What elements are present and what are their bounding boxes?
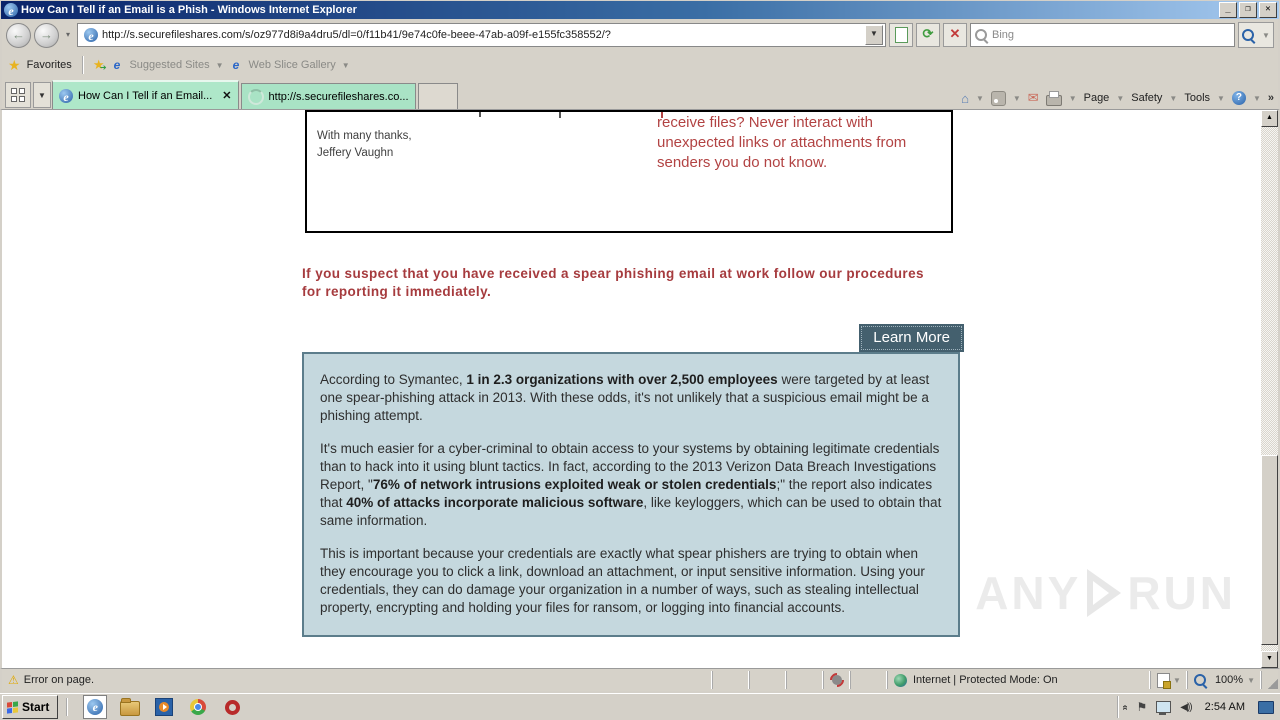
action-center-flag-icon[interactable]: ⚑ bbox=[1136, 700, 1148, 714]
email-signature: With many thanks, Jeffery Vaughn bbox=[317, 130, 412, 159]
safety-menu[interactable]: Safety bbox=[1131, 92, 1163, 104]
search-options-dropdown[interactable]: ▼ bbox=[1262, 30, 1270, 40]
suggested-sites-link[interactable]: Suggested Sites bbox=[129, 59, 210, 71]
restore-button[interactable]: ❐ bbox=[1239, 2, 1257, 18]
inprivate-blocked-pane bbox=[824, 671, 851, 689]
search-go-button[interactable] bbox=[1238, 22, 1274, 48]
stats-paragraph-2: It's much easier for a cyber-criminal to obtain access to your systems by obtaining legitimate credentials than to hack into it using blunt tactics. In fact, according to the 2013 Verizon Data Breach Investigations Report, "76% of network intrusions exploited weak or stolen credentials;" the report also indicates that 40% of attacks incorporate malicious software, like keyloggers, which can be used to obtain that same information. bbox=[320, 441, 942, 528]
zoom-level: 100% bbox=[1214, 674, 1244, 686]
help-button[interactable]: ? bbox=[1232, 91, 1246, 105]
stop-button[interactable]: ✕ bbox=[943, 23, 967, 47]
vertical-scrollbar[interactable] bbox=[1261, 110, 1278, 668]
compatibility-view-button[interactable] bbox=[889, 23, 913, 47]
opera-icon bbox=[225, 700, 240, 715]
network-icon[interactable] bbox=[1156, 701, 1171, 713]
stats-paragraph-1: According to Symantec, 1 in 2.3 organizations with over 2,500 employees were targeted by at least one spear-phishing attack in 2013. With these odds, it's not unlikely that a suspicious email might be a phishing attempt. bbox=[320, 372, 930, 423]
taskbar-ie-button[interactable] bbox=[83, 695, 107, 719]
media-player-icon bbox=[155, 698, 173, 716]
clipped-text-mark bbox=[479, 111, 481, 117]
scroll-up-button[interactable]: ▲ bbox=[1261, 110, 1278, 127]
tab-favicon-icon: e bbox=[59, 89, 73, 103]
volume-icon[interactable]: ◀)) bbox=[1180, 701, 1192, 713]
favorites-button[interactable]: Favorites bbox=[26, 59, 72, 71]
tab-bar bbox=[0, 79, 1280, 110]
email-example-box bbox=[305, 110, 953, 233]
web-page bbox=[302, 110, 964, 637]
read-mail-button[interactable]: ✉ bbox=[1027, 90, 1039, 105]
tab-loading[interactable] bbox=[241, 83, 416, 109]
minimize-button[interactable]: _ bbox=[1219, 2, 1237, 18]
security-zone-pane bbox=[888, 671, 1151, 689]
address-dropdown[interactable]: ▼ bbox=[865, 25, 883, 45]
tab-list-dropdown[interactable]: ▼ bbox=[33, 82, 51, 108]
quick-launch bbox=[83, 695, 243, 719]
taskbar-media-button[interactable] bbox=[153, 696, 175, 718]
favorites-star-icon: ★ bbox=[8, 56, 21, 73]
folder-icon bbox=[120, 701, 140, 716]
search-input[interactable] bbox=[970, 23, 1235, 47]
loading-spinner-icon bbox=[248, 89, 264, 105]
clipped-text-mark bbox=[559, 111, 561, 118]
suggested-sites-icon: e bbox=[113, 57, 121, 72]
chrome-icon bbox=[190, 699, 206, 715]
recent-pages-dropdown[interactable]: ▾ bbox=[65, 30, 70, 39]
search-placeholder: Bing bbox=[992, 29, 1015, 41]
taskbar-explorer-button[interactable] bbox=[119, 696, 141, 718]
taskbar-opera-button[interactable] bbox=[221, 696, 243, 718]
error-warning-icon: ⚠ bbox=[8, 673, 19, 687]
start-button[interactable]: Start bbox=[2, 695, 58, 719]
status-message: Error on page. bbox=[23, 674, 95, 686]
anyrun-watermark bbox=[975, 566, 1236, 620]
back-button[interactable]: ← bbox=[6, 23, 31, 48]
status-pane-empty bbox=[713, 671, 750, 689]
learn-more-button[interactable]: Learn More bbox=[859, 324, 964, 352]
address-field[interactable] bbox=[77, 23, 886, 47]
watermark-any: ANY bbox=[975, 567, 1082, 619]
web-slice-dropdown[interactable]: ▼ bbox=[341, 60, 350, 70]
learn-more-row bbox=[302, 324, 964, 352]
blocked-eye-icon bbox=[830, 673, 844, 687]
new-tab-stub[interactable] bbox=[418, 83, 458, 109]
taskbar-chrome-button[interactable] bbox=[187, 696, 209, 718]
address-toolbar bbox=[0, 19, 1280, 51]
taskbar bbox=[0, 693, 1280, 720]
rss-feed-button[interactable] bbox=[991, 91, 1006, 106]
separator bbox=[82, 56, 83, 74]
stats-paragraph-3: This is important because your credentials are exactly what spear phishers are trying to obtain when they encourage you to click a link, download an attachment, or input sensitive information. Using your credentials, they can do damage your organization in a number of ways, such as stealing intellectual property, encrypting and holding your files for ransom, or logging into financial accounts. bbox=[320, 546, 925, 615]
zoom-pane[interactable]: 100% ▼ bbox=[1188, 671, 1262, 689]
status-pane-empty bbox=[787, 671, 824, 689]
page-menu[interactable]: Page bbox=[1083, 92, 1110, 104]
add-favorite-icon[interactable]: ★ ➔ bbox=[93, 57, 105, 73]
system-tray bbox=[1117, 696, 1278, 718]
report-notice: If you suspect that you have received a spear phishing email at work follow our procedures for reporting it immediately. bbox=[302, 266, 924, 299]
ie-logo-icon: e bbox=[4, 3, 18, 17]
resize-grip[interactable] bbox=[1262, 671, 1278, 689]
anyrun-play-icon bbox=[1087, 569, 1121, 617]
windows-logo-icon bbox=[7, 701, 18, 713]
protected-mode-pane[interactable]: ▼ bbox=[1151, 671, 1188, 689]
search-go-icon bbox=[1242, 29, 1254, 41]
window-title: How Can I Tell if an Email is a Phish - Windows Internet Explorer bbox=[21, 4, 357, 16]
tools-menu[interactable]: Tools bbox=[1184, 92, 1211, 104]
watermark-run: RUN bbox=[1127, 567, 1236, 619]
home-button[interactable]: ⌂ bbox=[961, 90, 969, 106]
site-favicon-icon: e bbox=[84, 28, 98, 42]
refresh-button[interactable]: ⟳ bbox=[916, 23, 940, 47]
scrollbar-thumb[interactable] bbox=[1261, 455, 1278, 645]
tab-label: http://s.securefileshares.co... bbox=[268, 90, 409, 103]
status-message-pane bbox=[2, 671, 713, 689]
shield-page-icon bbox=[1157, 673, 1170, 688]
search-icon bbox=[975, 29, 987, 41]
clock[interactable]: 2:54 AM bbox=[1204, 701, 1245, 713]
tab-active[interactable] bbox=[52, 80, 239, 109]
ie-icon: e bbox=[87, 699, 103, 715]
suggested-sites-dropdown[interactable]: ▼ bbox=[215, 60, 224, 70]
quick-tabs-icon bbox=[11, 88, 25, 102]
tab-close-icon[interactable]: ✕ bbox=[222, 90, 232, 102]
email-warning-text: receive files? Never interact with unexpected links or attachments from senders you do not know. bbox=[657, 114, 907, 171]
status-bar bbox=[0, 668, 1280, 693]
title-bar bbox=[0, 0, 1280, 19]
zone-text: Internet | Protected Mode: On bbox=[912, 674, 1058, 686]
display-icon[interactable] bbox=[1258, 701, 1274, 714]
quick-tabs-button[interactable] bbox=[5, 82, 31, 108]
internet-zone-icon bbox=[894, 674, 907, 687]
status-pane-empty bbox=[851, 671, 888, 689]
url-text[interactable]: http://s.securefileshares.com/s/oz977d8i9a4dru5/dl=0/f11b41/9e74c0fe-beee-47ab-a09f-e155fc358552/? bbox=[102, 29, 611, 41]
status-pane-empty bbox=[750, 671, 787, 689]
command-bar: ⌂ ▼ ▼ ✉ ▼ Page ▼ Safety ▼ Tools ▼ ? ▼ » bbox=[961, 90, 1274, 106]
tab-label: How Can I Tell if an Email... bbox=[78, 89, 213, 102]
forward-button[interactable]: → bbox=[34, 23, 59, 48]
compatibility-page-icon bbox=[895, 27, 908, 43]
zoom-icon bbox=[1194, 674, 1206, 686]
close-button[interactable]: ✕ bbox=[1259, 2, 1277, 18]
statistics-panel bbox=[302, 352, 960, 637]
toolbar-overflow-chevron[interactable]: » bbox=[1267, 92, 1274, 104]
scroll-down-button[interactable]: ▼ bbox=[1261, 651, 1278, 668]
print-button[interactable] bbox=[1046, 95, 1062, 106]
tray-expand-chevron[interactable]: « bbox=[1119, 704, 1131, 710]
favorites-bar bbox=[0, 51, 1280, 79]
web-slice-icon: e bbox=[232, 57, 240, 72]
page-viewport bbox=[0, 110, 1280, 668]
web-slice-gallery-link[interactable]: Web Slice Gallery bbox=[248, 59, 336, 71]
separator bbox=[66, 698, 67, 716]
